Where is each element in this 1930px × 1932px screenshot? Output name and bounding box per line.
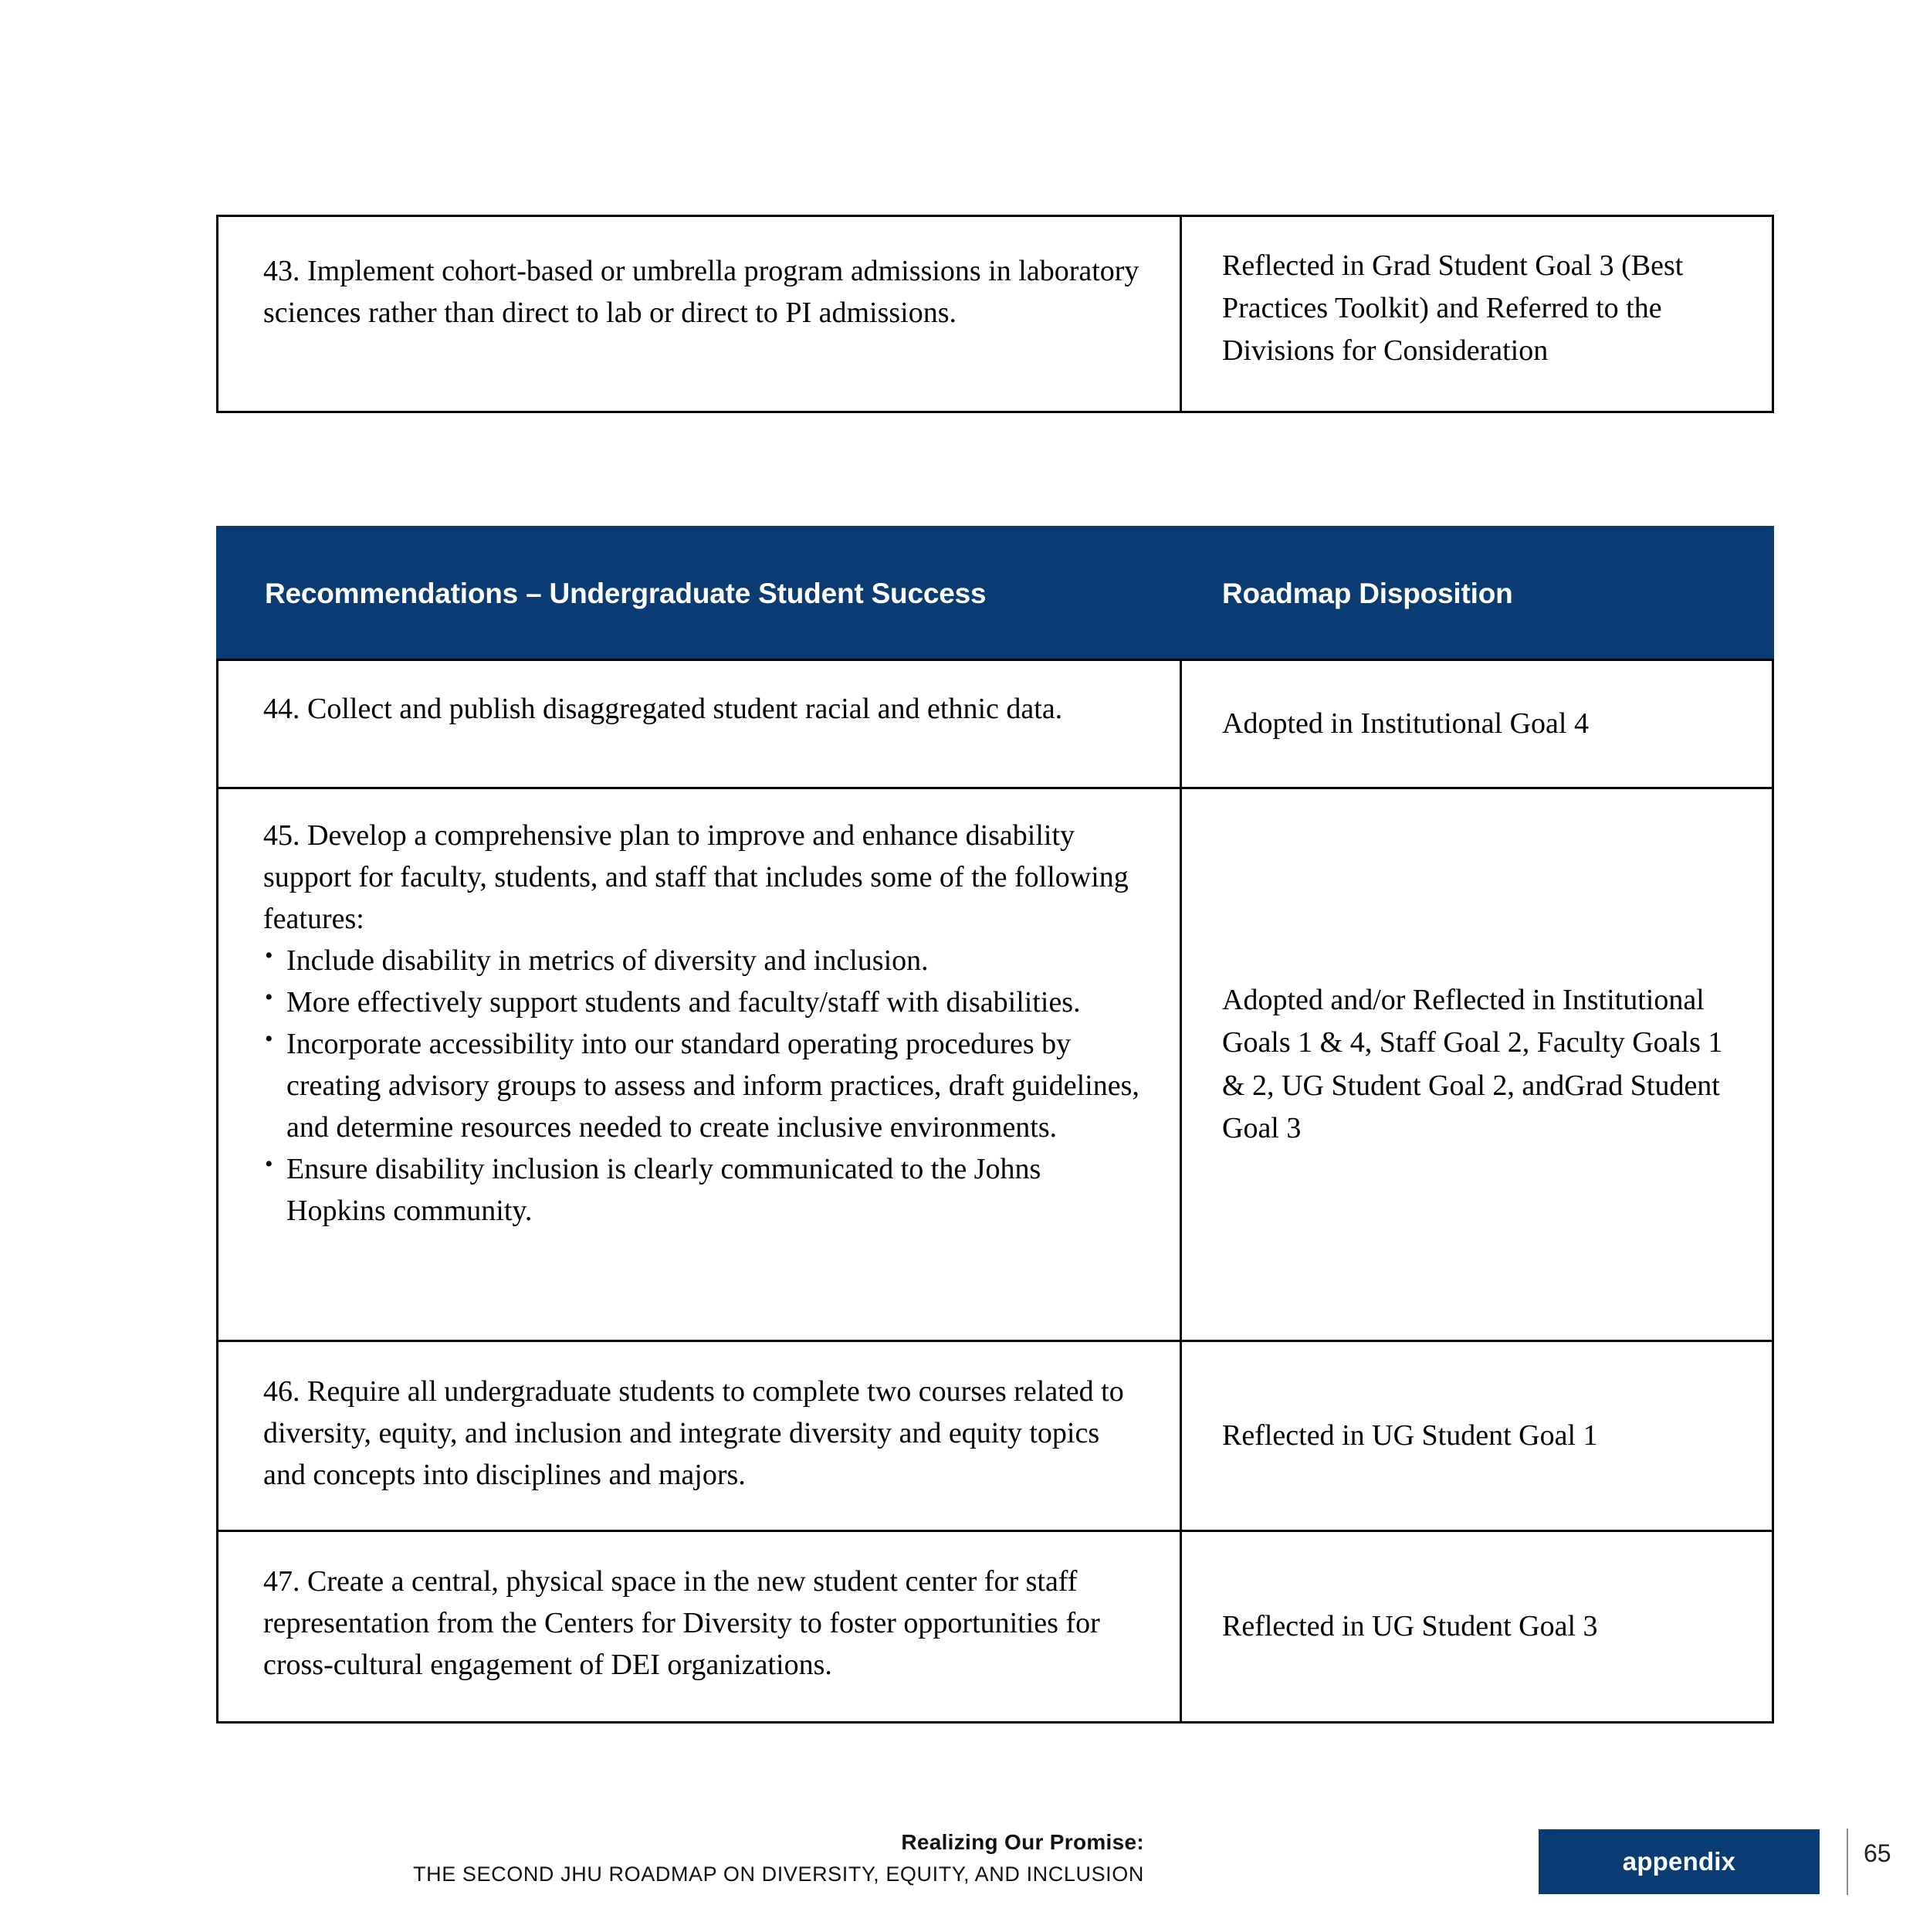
footer-divider bbox=[1847, 1829, 1848, 1895]
list-item: • Incorporate accessibility into our standard operating procedures by creating advisory groups to assess and inform practices, draft guidelines, and determine resources needed to create inclusive environments. bbox=[263, 1024, 1139, 1149]
recommendations-table-undergraduate bbox=[216, 526, 1774, 1724]
page-footer bbox=[0, 1832, 1930, 1932]
column-header-disposition: Roadmap Disposition bbox=[1181, 527, 1773, 660]
recommendation-cell-46 bbox=[218, 1341, 1181, 1531]
disposition-cell-45 bbox=[1181, 788, 1773, 1341]
recommendation-text: 43. Implement cohort-based or umbrella program admissions in laboratory sciences rather than direct to lab or direct to PI admissions. bbox=[263, 255, 1139, 329]
disposition-cell-46 bbox=[1181, 1341, 1773, 1531]
footer-title-block bbox=[413, 1832, 1144, 1885]
recommendation-cell-44 bbox=[218, 660, 1181, 788]
disposition-cell-43 bbox=[1181, 216, 1773, 412]
page-number: 65 bbox=[1864, 1839, 1891, 1867]
table-row bbox=[218, 788, 1773, 1341]
recommendation-cell-47 bbox=[218, 1531, 1181, 1723]
disposition-text: Reflected in UG Student Goal 1 bbox=[1222, 1418, 1598, 1452]
disposition-text: Reflected in Grad Student Goal 3 (Best Practices Toolkit) and Referred to the Divisions for Consideration bbox=[1222, 249, 1684, 368]
column-header-recommendations: Recommendations – Undergraduate Student Success bbox=[218, 527, 1181, 660]
table-row bbox=[218, 660, 1773, 788]
disposition-text: Adopted and/or Reflected in Institutional Goals 1 & 4, Staff Goal 2, Faculty Goals 1 & 2, UG Student Goal 2, andGrad Student Goal 3 bbox=[1222, 984, 1723, 1144]
disposition-cell-44 bbox=[1181, 660, 1773, 788]
disposition-text: Adopted in Institutional Goal 4 bbox=[1222, 707, 1589, 740]
recommendation-cell-45 bbox=[218, 788, 1181, 1341]
recommendation-text: 45. Develop a comprehensive plan to improve and enhance disability support for faculty, students, and staff that includes some of the following features: bbox=[263, 819, 1129, 935]
footer-report-title: Realizing Our Promise: bbox=[901, 1830, 1144, 1854]
recommendation-text: 47. Create a central, physical space in the new student center for staff representation from the Centers for Diversity to foster opportunities for cross-cultural engagement of DEI organizations. bbox=[263, 1565, 1100, 1681]
feature-bullet-list bbox=[263, 941, 1139, 1232]
table-row bbox=[218, 1341, 1773, 1531]
recommendation-cell-43 bbox=[218, 216, 1181, 412]
list-item: • Include disability in metrics of diversity and inclusion. bbox=[263, 941, 1139, 982]
footer-report-subtitle: THE SECOND JHU ROADMAP ON DIVERSITY, EQUITY, AND INCLUSION bbox=[413, 1863, 1144, 1886]
disposition-text: Reflected in UG Student Goal 3 bbox=[1222, 1609, 1598, 1642]
recommendation-text: 44. Collect and publish disaggregated student racial and ethnic data. bbox=[263, 693, 1063, 725]
list-item: • More effectively support students and faculty/staff with disabilities. bbox=[263, 982, 1139, 1024]
section-badge-appendix: appendix bbox=[1539, 1829, 1820, 1894]
recommendations-table-continued bbox=[216, 215, 1774, 413]
table-row bbox=[218, 216, 1773, 412]
recommendation-text: 46. Require all undergraduate students to complete two courses related to diversity, equity, and inclusion and integrate diversity and equity topics and concepts into disciplines and majors. bbox=[263, 1375, 1124, 1491]
table-row bbox=[218, 1531, 1773, 1723]
list-item: • Ensure disability inclusion is clearly communicated to the Johns Hopkins community. bbox=[263, 1149, 1139, 1232]
table-header-row bbox=[218, 527, 1773, 660]
disposition-cell-47 bbox=[1181, 1531, 1773, 1723]
